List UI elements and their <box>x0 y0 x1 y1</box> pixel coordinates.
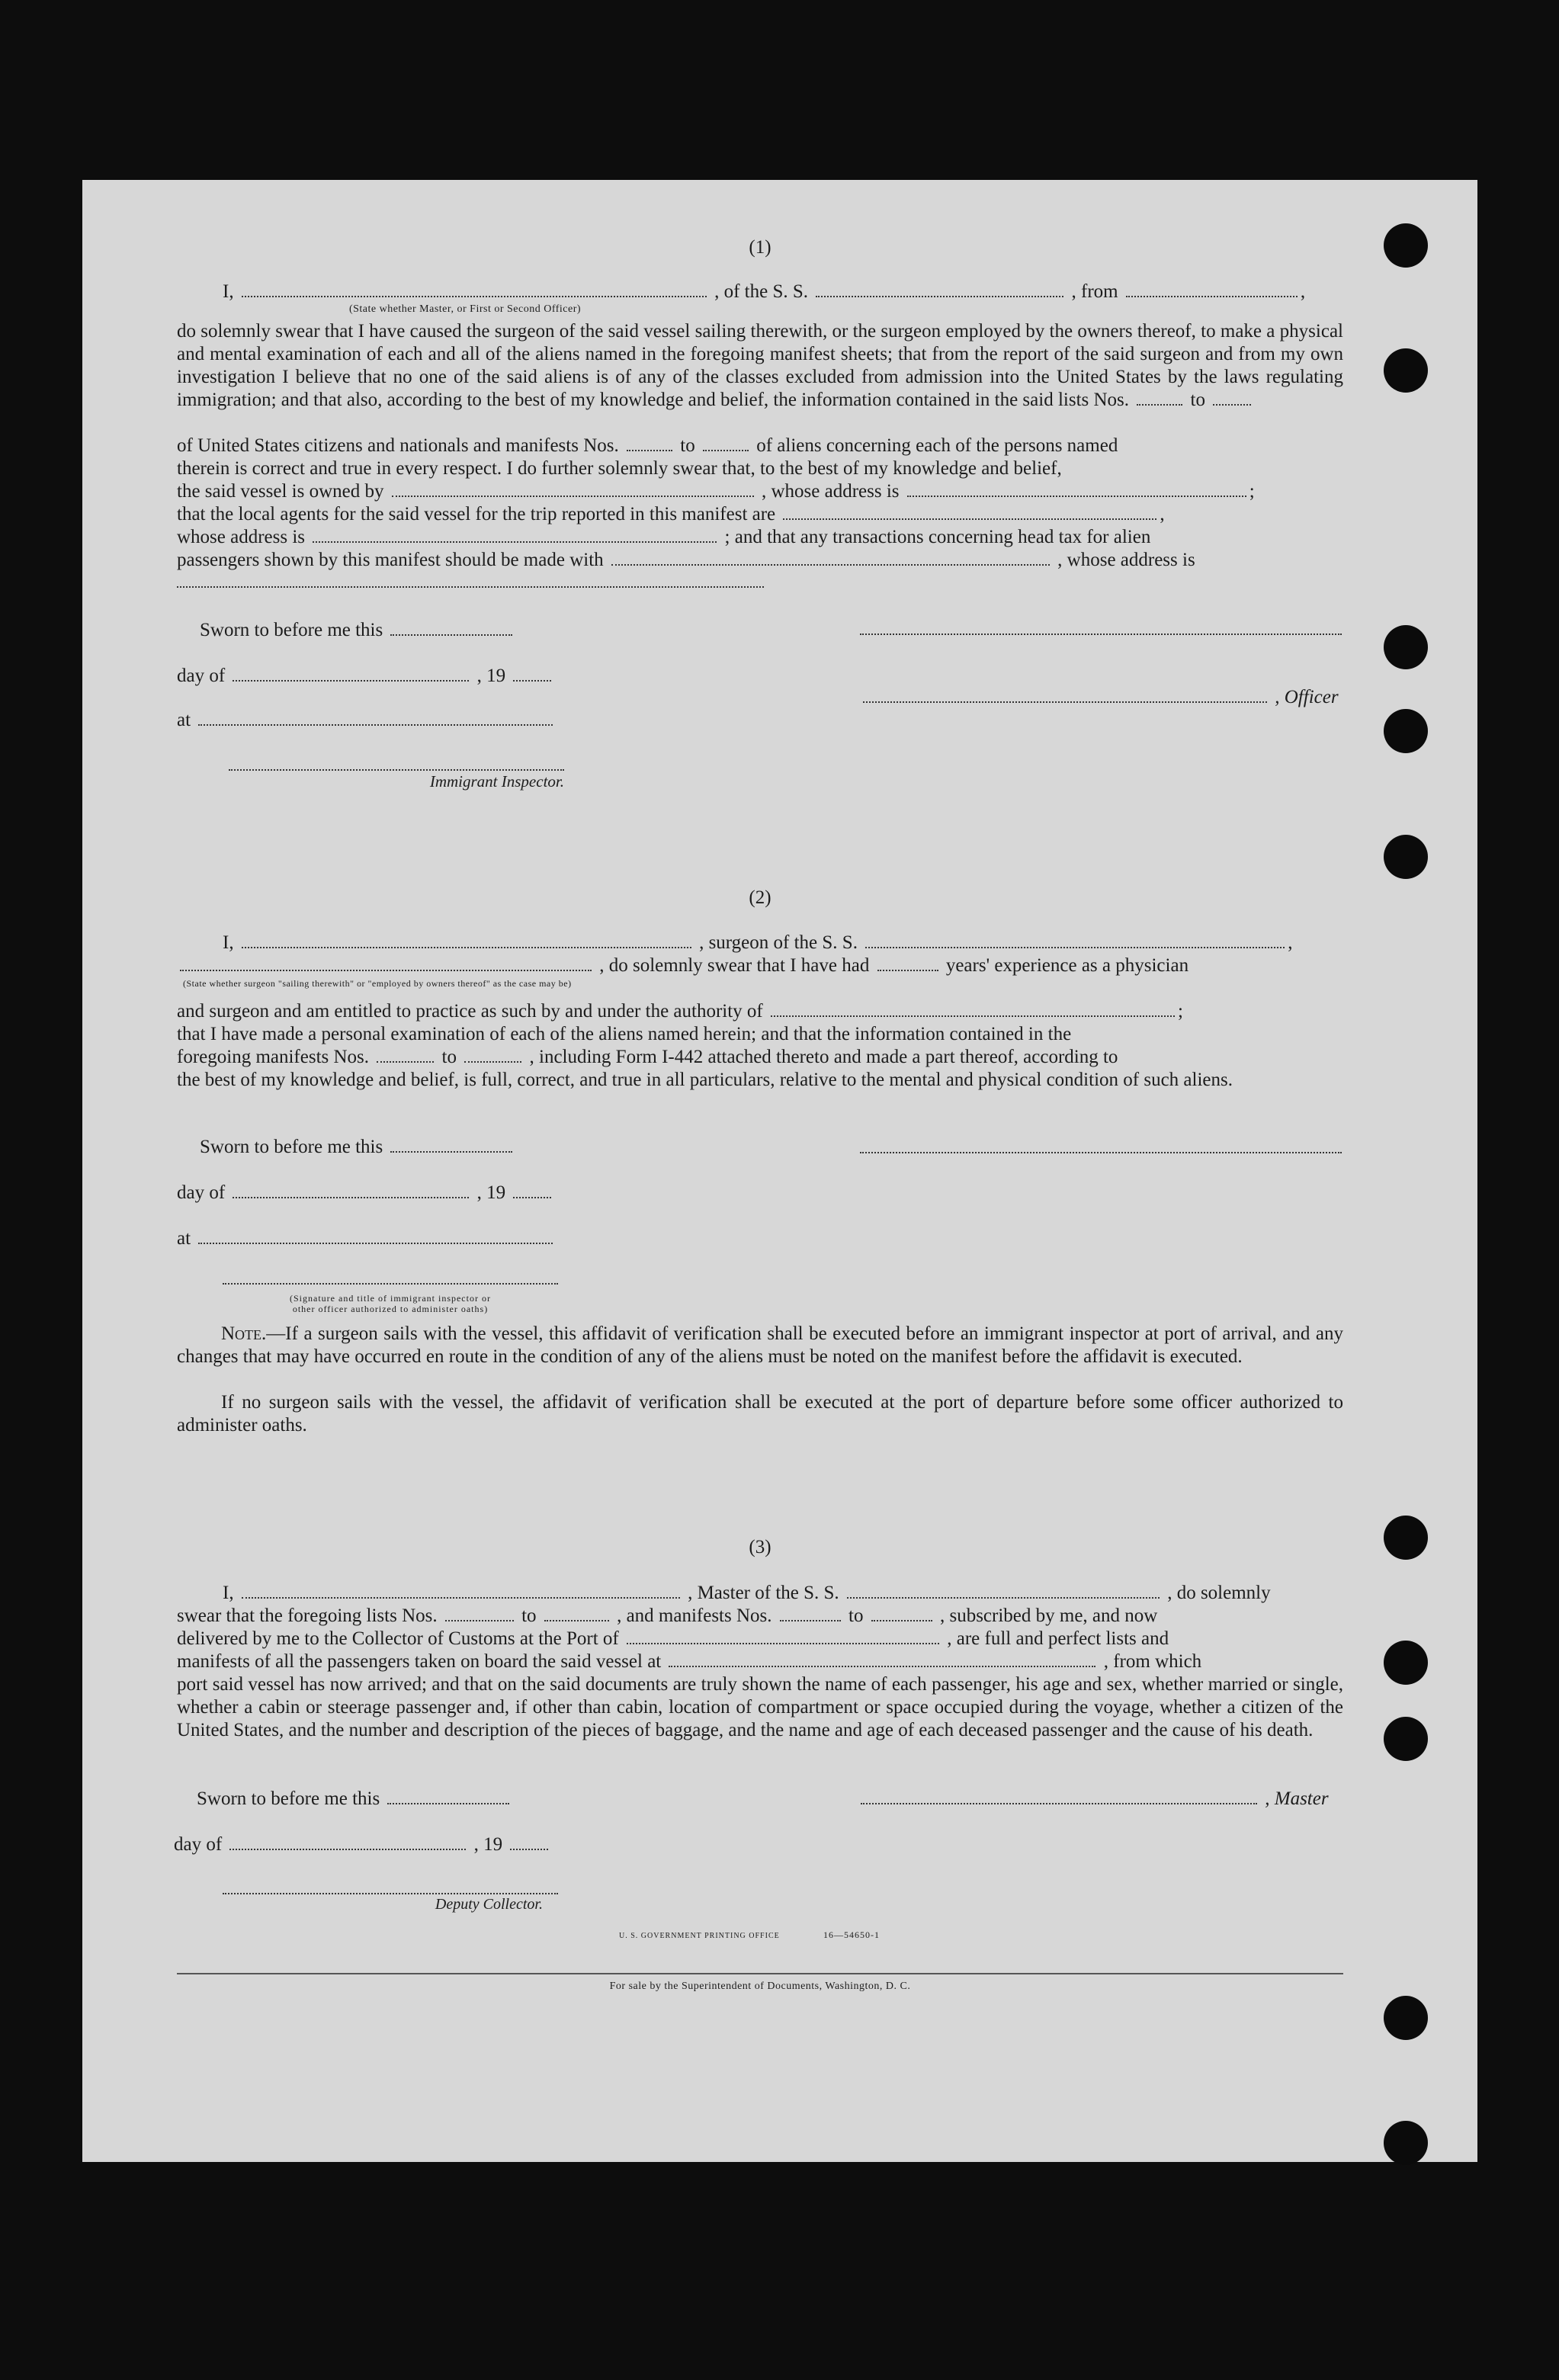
head-tax-agent-field[interactable] <box>611 550 1050 566</box>
manifest-to-field[interactable] <box>464 1047 521 1063</box>
from-label: , from <box>1071 281 1118 302</box>
section3-opening: I, <box>223 1583 234 1603</box>
alien-manifest-to-field[interactable] <box>703 436 749 451</box>
sworn-day-field[interactable] <box>390 621 512 636</box>
of-ss-label: , of the S. S. <box>714 281 809 302</box>
punch-hole <box>1384 1516 1428 1560</box>
section2-number: (2) <box>749 887 771 908</box>
whose-address-text: , whose address is <box>761 481 900 502</box>
section1-opening-line: I, , of the S. S. , from , <box>223 281 1306 302</box>
do-solemnly-text: , do solemnly swear that I have had <box>599 955 870 976</box>
ship-name-field-2[interactable] <box>865 933 1285 948</box>
citizen-list-to-field[interactable] <box>1213 390 1251 406</box>
for-sale-line: For sale by the Superintendent of Documents, Washington, D. C. <box>609 1981 911 1992</box>
whose-address-text: whose address is <box>177 527 306 547</box>
agent-address-field[interactable] <box>313 528 717 543</box>
day-of-line-1 <box>177 665 554 688</box>
month-field[interactable] <box>233 666 469 682</box>
inspector-signature-line[interactable] <box>229 768 564 771</box>
at-place-field[interactable] <box>198 1229 553 1244</box>
punch-hole <box>1384 223 1428 268</box>
from-which-text: , from which <box>1103 1651 1202 1672</box>
sworn-text: Sworn to before me this <box>197 1788 380 1809</box>
owner-address-field[interactable] <box>907 482 1246 497</box>
note-paragraph-2: If no surgeon sails with the vessel, the affidavit of verification shall be executed at the port of departure before some officer authorized to administer oaths. <box>177 1392 1343 1435</box>
lists-to-field[interactable] <box>544 1606 609 1621</box>
section1-opening: I, <box>223 281 234 302</box>
and-manifests-text: , and manifests Nos. <box>617 1605 772 1626</box>
authority-text: and surgeon and am entitled to practice as such by and under the authority of <box>177 1001 763 1022</box>
day-of-line-3 <box>174 1833 551 1856</box>
manifests-all-line <box>177 1650 1201 1673</box>
day-of-text: day of <box>174 1834 223 1855</box>
year-field[interactable] <box>513 1183 551 1198</box>
master-signature-field[interactable] <box>861 1789 1257 1804</box>
citizens-line <box>177 435 1118 457</box>
section2-opening: I, <box>223 932 234 953</box>
note-paragraph <box>177 1323 1343 1368</box>
master-of-ss-text: , Master of the S. S. <box>688 1583 839 1603</box>
to-label: to <box>521 1605 537 1626</box>
sig-caption-1: (Signature and title of immigrant inspector or <box>290 1293 491 1304</box>
sworn-text: Sworn to before me this <box>200 620 383 640</box>
manifest-from-field[interactable] <box>377 1047 434 1063</box>
month-field[interactable] <box>233 1183 469 1198</box>
sworn-line-2 <box>200 1136 515 1159</box>
master-line <box>858 1788 1329 1811</box>
punch-hole <box>1384 1717 1428 1761</box>
section1-caption: (State whether Master, or First or Second Officer) <box>348 303 582 315</box>
head-tax-address-field[interactable] <box>177 585 764 588</box>
best-knowledge-text: the best of my knowledge and belief, is full, correct, and true in all particulars, relative to the mental and physical condition of such aliens. <box>177 1070 1233 1090</box>
officer-label: , Officer <box>1275 687 1339 707</box>
year-field[interactable] <box>510 1835 548 1850</box>
ship-name-field-3[interactable] <box>847 1583 1160 1599</box>
punch-hole <box>1384 709 1428 753</box>
section3-body: port said vessel has now arrived; and that on the said documents are truly shown the name of each passenger, his age and sex, whether married or single, whether a cabin or steerage passenger and, if other than cabin, location of compartment or space occupied during the voyage, whether a citizen of the United States, and the number and description of the pieces of baggage, and the name and age of each deceased passenger and the cause of his death. <box>177 1674 1343 1740</box>
to-label: to <box>1190 390 1205 410</box>
day-of-line-2 <box>177 1182 554 1204</box>
note-label: Note. <box>221 1323 267 1344</box>
sworn-day-field[interactable] <box>390 1137 512 1153</box>
master-label: , Master <box>1265 1788 1329 1809</box>
at-place-field[interactable] <box>198 710 553 726</box>
sworn-day-field[interactable] <box>387 1789 509 1804</box>
delivered-text: delivered by me to the Collector of Customs at the Port of <box>177 1628 619 1649</box>
manifests-from-field[interactable] <box>780 1606 841 1621</box>
at-text: at <box>177 710 191 730</box>
section2-caption: (State whether surgeon "sailing therewith" or "employed by owners thereof" as the case may be) <box>183 978 572 989</box>
ship-name-field[interactable] <box>816 282 1063 297</box>
year-prefix: , 19 <box>476 666 506 686</box>
to-label: to <box>441 1047 457 1067</box>
section3-number: (3) <box>749 1537 771 1557</box>
punch-hole <box>1384 1996 1428 2040</box>
year-prefix: , 19 <box>476 1182 506 1203</box>
punch-hole <box>1384 835 1428 879</box>
head-tax-text: ; and that any transactions concerning head tax for alien <box>724 527 1151 547</box>
manifests-to-field[interactable] <box>871 1606 932 1621</box>
section1-number: (1) <box>749 237 771 258</box>
year-field[interactable] <box>513 666 551 682</box>
day-of-text: day of <box>177 1182 226 1203</box>
comma: , <box>1160 504 1165 524</box>
punch-hole <box>1384 1641 1428 1685</box>
manifests-all-text: manifests of all the passengers taken on board the said vessel at <box>177 1651 662 1672</box>
inspector-signature-line-2[interactable] <box>223 1282 558 1285</box>
at-line-1 <box>177 709 556 732</box>
full-perfect-text: , are full and perfect lists and <box>947 1628 1169 1649</box>
surgeon-name-field[interactable] <box>242 933 691 948</box>
surgeon-signature-line[interactable] <box>860 1151 1342 1153</box>
form-code: 16—54650-1 <box>823 1929 880 1940</box>
semicolon: ; <box>1178 1001 1183 1022</box>
at-text: at <box>177 1228 191 1249</box>
year-prefix: , 19 <box>473 1834 503 1855</box>
immigrant-inspector-label: Immigrant Inspector. <box>429 772 564 791</box>
authority-line <box>177 1000 1183 1023</box>
semicolon: ; <box>1249 481 1255 502</box>
sig-caption-2: other officer authorized to administer oaths) <box>292 1304 489 1314</box>
deputy-signature-line[interactable] <box>223 1892 558 1894</box>
owned-by-text: the said vessel is owned by <box>177 481 384 502</box>
lists-from-field[interactable] <box>445 1606 514 1621</box>
owned-by-line <box>177 480 1255 503</box>
whose-address-text: , whose address is <box>1057 550 1195 570</box>
master-name-field[interactable] <box>242 1583 680 1599</box>
subscribed-text: , subscribed by me, and now <box>939 1605 1158 1626</box>
years-exp-text: years' experience as a physician <box>945 955 1189 976</box>
passengers-line <box>177 549 1195 572</box>
foregoing-line <box>177 1046 1118 1069</box>
sworn-line-3 <box>197 1788 512 1811</box>
authority-field[interactable] <box>771 1002 1175 1017</box>
sworn-text: Sworn to before me this <box>200 1137 383 1157</box>
from-port-field[interactable] <box>1126 282 1298 297</box>
agent-address-line <box>177 526 1150 549</box>
deputy-collector-label: Deputy Collector. <box>435 1896 543 1913</box>
to-label: to <box>848 1605 864 1626</box>
citizens-end-text: of aliens concerning each of the persons named <box>756 435 1118 456</box>
foregoing-text: foregoing manifests Nos. <box>177 1047 370 1067</box>
surgeon-years-line <box>177 954 1188 977</box>
section1-body-text: do solemnly swear that I have caused the surgeon of the said vessel sailing therewith, or the surgeon employed by the owners thereof, to make a physical and mental examination of each and all of the aliens named in the foregoing manifest sheets; that from the report of the said surgeon and from my own investigation I believe that no one of the said aliens is of any of the classes excluded from admission into the United States by the laws regulating immigration; and that also, according to the best of my knowledge and belief, the information contained in the said lists Nos. <box>177 321 1343 410</box>
collector-port-field[interactable] <box>627 1629 939 1644</box>
sworn-line-1 <box>200 619 515 642</box>
footer-rule <box>177 1973 1343 1974</box>
officer-signature-line[interactable] <box>860 633 1342 635</box>
swear-lists-text: swear that the foregoing lists Nos. <box>177 1605 438 1626</box>
boarding-port-field[interactable] <box>669 1652 1095 1667</box>
officer-line <box>860 686 1339 709</box>
local-agents-text: that the local agents for the said vessel for the trip reported in this manifest are <box>177 504 776 524</box>
including-text: , including Form I-442 attached thereto and made a part thereof, according to <box>529 1047 1118 1067</box>
citizens-text: of United States citizens and nationals and manifests Nos. <box>177 435 619 456</box>
owner-field[interactable] <box>392 482 754 497</box>
do-solemnly-text: , do solemnly <box>1167 1583 1271 1603</box>
lists-line <box>177 1605 1157 1628</box>
section2-opening-line: I, , surgeon of the S. S. , <box>223 932 1293 953</box>
officer-name-field[interactable] <box>242 282 707 297</box>
officer-title-field[interactable] <box>863 688 1267 703</box>
day-of-text: day of <box>177 666 226 686</box>
personal-exam-line: that I have made a personal examination of each of the aliens named herein; and that the information contained in the <box>177 1024 1072 1044</box>
section3-opening-line <box>223 1582 1271 1605</box>
alien-manifest-from-field[interactable] <box>627 436 672 451</box>
month-field[interactable] <box>229 1835 466 1850</box>
correct-line: therein is correct and true in every respect. I do further solemnly swear that, to the best of my knowledge and belief, <box>177 458 1062 479</box>
years-field[interactable] <box>877 956 938 971</box>
gpo-imprint: U. S. GOVERNMENT PRINTING OFFICE <box>619 1932 780 1940</box>
note-text: —If a surgeon sails with the vessel, this affidavit of verification shall be executed before an immigrant inspector at port of arrival, and any changes that may have occurred en route in the condition of any of the aliens must be noted on the manifest before the affidavit is executed. <box>177 1323 1343 1367</box>
citizen-list-from-field[interactable] <box>1137 390 1182 406</box>
punch-hole <box>1384 348 1428 393</box>
local-agents-line <box>177 503 1165 526</box>
surgeon-status-field[interactable] <box>180 956 592 971</box>
local-agents-field[interactable] <box>783 505 1156 520</box>
delivered-line <box>177 1628 1169 1650</box>
surgeon-of-ss-text: , surgeon of the S. S. <box>699 932 858 953</box>
passengers-text: passengers shown by this manifest should be made with <box>177 550 604 570</box>
to-label: to <box>680 435 695 456</box>
punch-hole <box>1384 625 1428 669</box>
at-line-2 <box>177 1227 556 1250</box>
punch-hole <box>1384 2121 1428 2165</box>
section1-body <box>177 320 1343 412</box>
